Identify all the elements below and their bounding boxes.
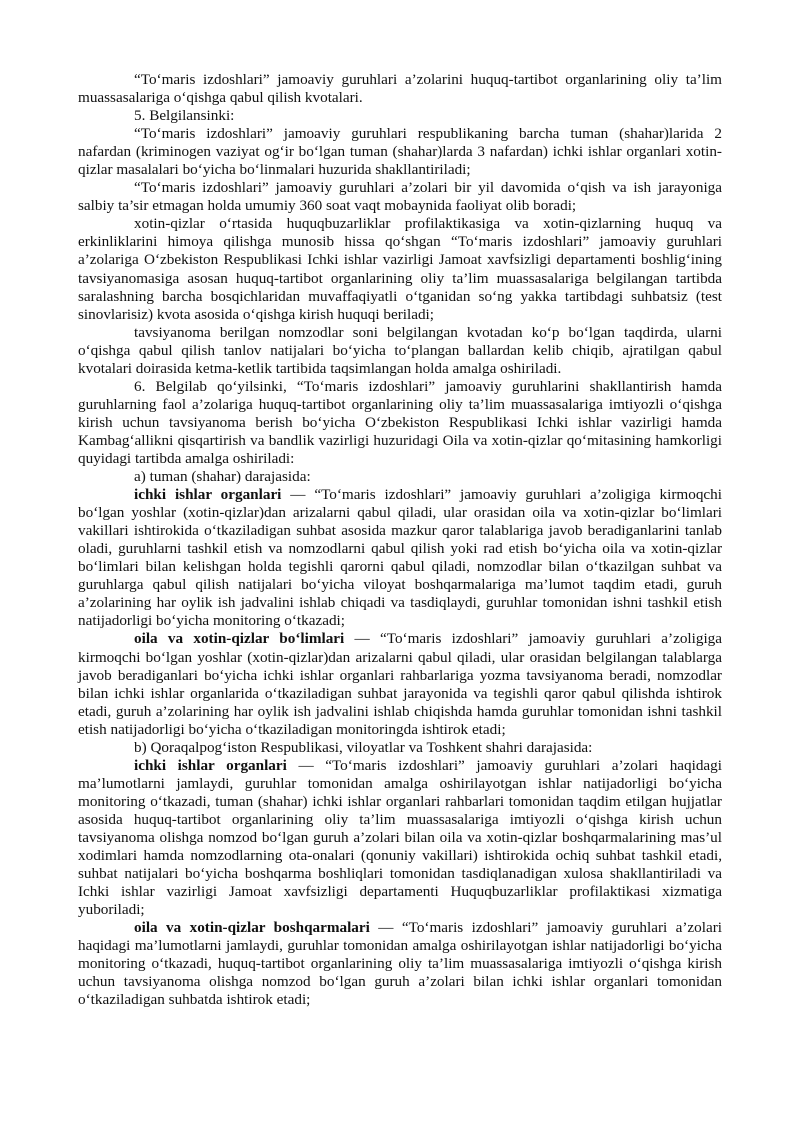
paragraph-admission-right bbox=[78, 215, 722, 323]
paragraph-item-5 bbox=[78, 107, 722, 125]
paragraph-text: — “To‘maris izdoshlari” jamoaviy guruhlari a’zoligiga kirmoqchi bo‘lgan yoshlar (xotin-qizlar)dan arizalarni qabul qiladi, ular orasidan belgilangan talablarga javob beradiganlari bo‘yicha ichki ishlar organlari rahbarlariga yozma tavsiyanoma beradi, nomzodlar bilan ichki ishlar organlarida o‘tkaziladigan suhbat jarayonida va tegishli qaror qabul qilishda ishtirok etadi, guruh a’zolarining har oylik ish jadvalini ishlab chiqishda hamda guruhlar tomonidan ishni tashkil etish natijadorligi bo‘yicha o‘tkaziladigan monitoringda ishtirok etadi; bbox=[78, 630, 722, 738]
paragraph-text: 6. Belgilab qo‘yilsinki, “To‘maris izdoshlari” jamoaviy guruhlarini shakllantirish hamda guruhlarning faol a’zolariga huquq-tartibot organlarining oliy ta’lim muassasalariga imtiyozli o‘qishga kirish uchun tavsiyanoma berish bo‘yicha O‘zbekiston Respublikasi Ichki ishlar vazirligi hamda Kambag‘allikni qisqartirish va bandlik vazirligi huzuridagi Oila va xotin-qizlar qo‘mitasining hamkorligi quyidagi tartibda amalga oshiriladi: bbox=[78, 377, 722, 467]
paragraph-text: 5. Belgilansinki: bbox=[134, 107, 235, 125]
paragraph-text: “To‘maris izdoshlari” jamoaviy guruhlari respublikaning barcha tuman (shahar)larida 2 nafardan (kriminogen vaziyat og‘ir bo‘lgan tuman (shahar)larda 3 nafardan) ichki ishlar organlari xotin-qizlar masalalari bo‘yicha bo‘linmalari huzurida shakllantiriladi; bbox=[78, 125, 722, 179]
paragraph-quota-distribution bbox=[78, 324, 722, 378]
paragraph-district-women-units bbox=[78, 630, 722, 738]
paragraph-regional-level bbox=[78, 739, 722, 757]
paragraph-district-level bbox=[78, 468, 722, 486]
paragraph-activity-hours bbox=[78, 179, 722, 215]
paragraph-text: xotin-qizlar o‘rtasida huquqbuzarliklar profilaktikasiga va xotin-qizlarning huquq va erkinliklarini himoya qilishga munosib hissa qo‘shgan “To‘maris izdoshlari” jamoaviy guruhlari a’zolariga O‘zbekiston Respublikasi Ichki ishlar vazirligi Jamoat xavfsizligi departamenti boshlig‘ining tavsiyanomasiga asosan huquq-tartibot organlarining oliy ta’lim muassasalariga belgilangan tartibda saralashning barcha bosqichlaridan muvaffaqiyatli o‘tganidan so‘ng yakka tartibdagi suhbatsiz (test sinovlarisiz) kvota asosida o‘qishga kirish huquqi beriladi; bbox=[78, 215, 722, 323]
paragraph-groups-formation bbox=[78, 125, 722, 179]
paragraph-bold-lead: oila va xotin-qizlar boshqarmalari bbox=[134, 919, 370, 937]
paragraph-text: — “To‘maris izdoshlari” jamoaviy guruhlari a’zoligiga kirmoqchi bo‘lgan yoshlar (xotin-qizlar)dan arizalarni qabul qiladi, ular orasidan oila va xotin-qizlar bo‘limlari vakillari ishtirokida o‘tkaziladigan suhbat asosida mazkur qaror talablariga javob beradiganlarini tanlab oladi, guruhlarni tashkil etish va nomzodlarni qabul qilish yoki rad etish bo‘yicha oila va xotin-qizlar bo‘limlari bilan kelishgan holda tegishli qarorni qabul qiladi, nomzodlar bilan o‘tkazilgan suhbat va guruhlarga qabul qilish natijalari bo‘yicha viloyat boshqarmalariga ma’lumot taqdim etadi, guruh a’zolarining har oylik ish jadvalini ishlab chiqadi va tasdiqlaydi, guruhlar tomonidan ishni tashkil etish natijadorligi bo‘yicha monitoring o‘tkazadi; bbox=[78, 486, 722, 630]
paragraph-text: “To‘maris izdoshlari” jamoaviy guruhlari a’zolari bir yil davomida o‘qish va ish jarayoniga salbiy ta’sir etmagan holda umumiy 360 soat vaqt mobaynida faoliyat olib boradi; bbox=[78, 179, 722, 215]
paragraph-item-6 bbox=[78, 378, 722, 468]
paragraph-bold-lead: ichki ishlar organlari bbox=[134, 756, 287, 774]
paragraph-regional-police bbox=[78, 757, 722, 919]
paragraph-text: — “To‘maris izdoshlari” jamoaviy guruhlari a’zolari haqidagi ma’lumotlarni jamlaydi, guruhlar tomonidan amalga oshirilayotgan ishlar natijadorligi bo‘yicha monitoring o‘tkazadi, huquq-tartibot organlarining oliy ta’lim muassasalariga imtiyozli o‘qishga kirish uchun tavsiyanoma olishga nomzod bo‘lgan guruh a’zolari bilan ichki ishlar organlari tomonidan o‘tkaziladigan suhbatda ishtirok etadi; bbox=[78, 919, 722, 1009]
paragraph-regional-women-departments bbox=[78, 919, 722, 1009]
paragraph-text: b) Qoraqalpog‘iston Respublikasi, viloyatlar va Toshkent shahri darajasida: bbox=[134, 738, 593, 756]
paragraph-bold-lead: ichki ishlar organlari bbox=[134, 486, 282, 504]
paragraph-district-police bbox=[78, 486, 722, 630]
paragraph-text: a) tuman (shahar) darajasida: bbox=[134, 468, 311, 486]
paragraph-text: — “To‘maris izdoshlari” jamoaviy guruhlari a’zolari haqidagi ma’lumotlarni jamlaydi, guruhlar tomonidan amalga oshirilayotgan ishlar natijadorligi bo‘yicha monitoring o‘tkazadi, tuman (shahar) ichki ishlar organlari rahbarlari tomonidan taqdim etilgan hujjatlar asosida huquq-tartibot organlarining oliy ta’lim muassasalariga imtiyozli o‘qishga kirish uchun tavsiyanoma olishga nomzod bo‘lgan guruh a’zolari bilan oila va xotin-qizlar boshqarmalarining mas’ul xodimlari hamda nomzodlarning ota-onalari (qonuniy vakillari) ishtirokida ochiq suhbat tashkil etadi, suhbat natijalari bo‘yicha boshqarma boshliqlari tomonidan tasdiqlanadigan xulosa shakllantiriladi va Ichki ishlar vazirligi Jamoat xavfsizligi departamenti Huquqbuzarliklar profilaktikasi xizmatiga yuboriladi; bbox=[78, 756, 722, 919]
paragraph-text: tavsiyanoma berilgan nomzodlar soni belgilangan kvotadan ko‘p bo‘lgan taqdirda, ularni o‘qishga qabul qilish tanlov natijalari bo‘yicha to‘plangan ballardan kelib chiqib, ajratilgan qabul kvotalari doirasida ketma-ketlik tartibida taqsimlangan holda amalga oshiriladi. bbox=[78, 323, 722, 377]
paragraph-bold-lead: oila va xotin-qizlar bo‘limlari bbox=[134, 630, 345, 648]
paragraph-quota-intro bbox=[78, 71, 722, 107]
paragraph-text: “To‘maris izdoshlari” jamoaviy guruhlari a’zolarini huquq-tartibot organlarining oliy ta’lim muassasalariga o‘qishga qabul qilish kvotalari. bbox=[78, 71, 722, 107]
